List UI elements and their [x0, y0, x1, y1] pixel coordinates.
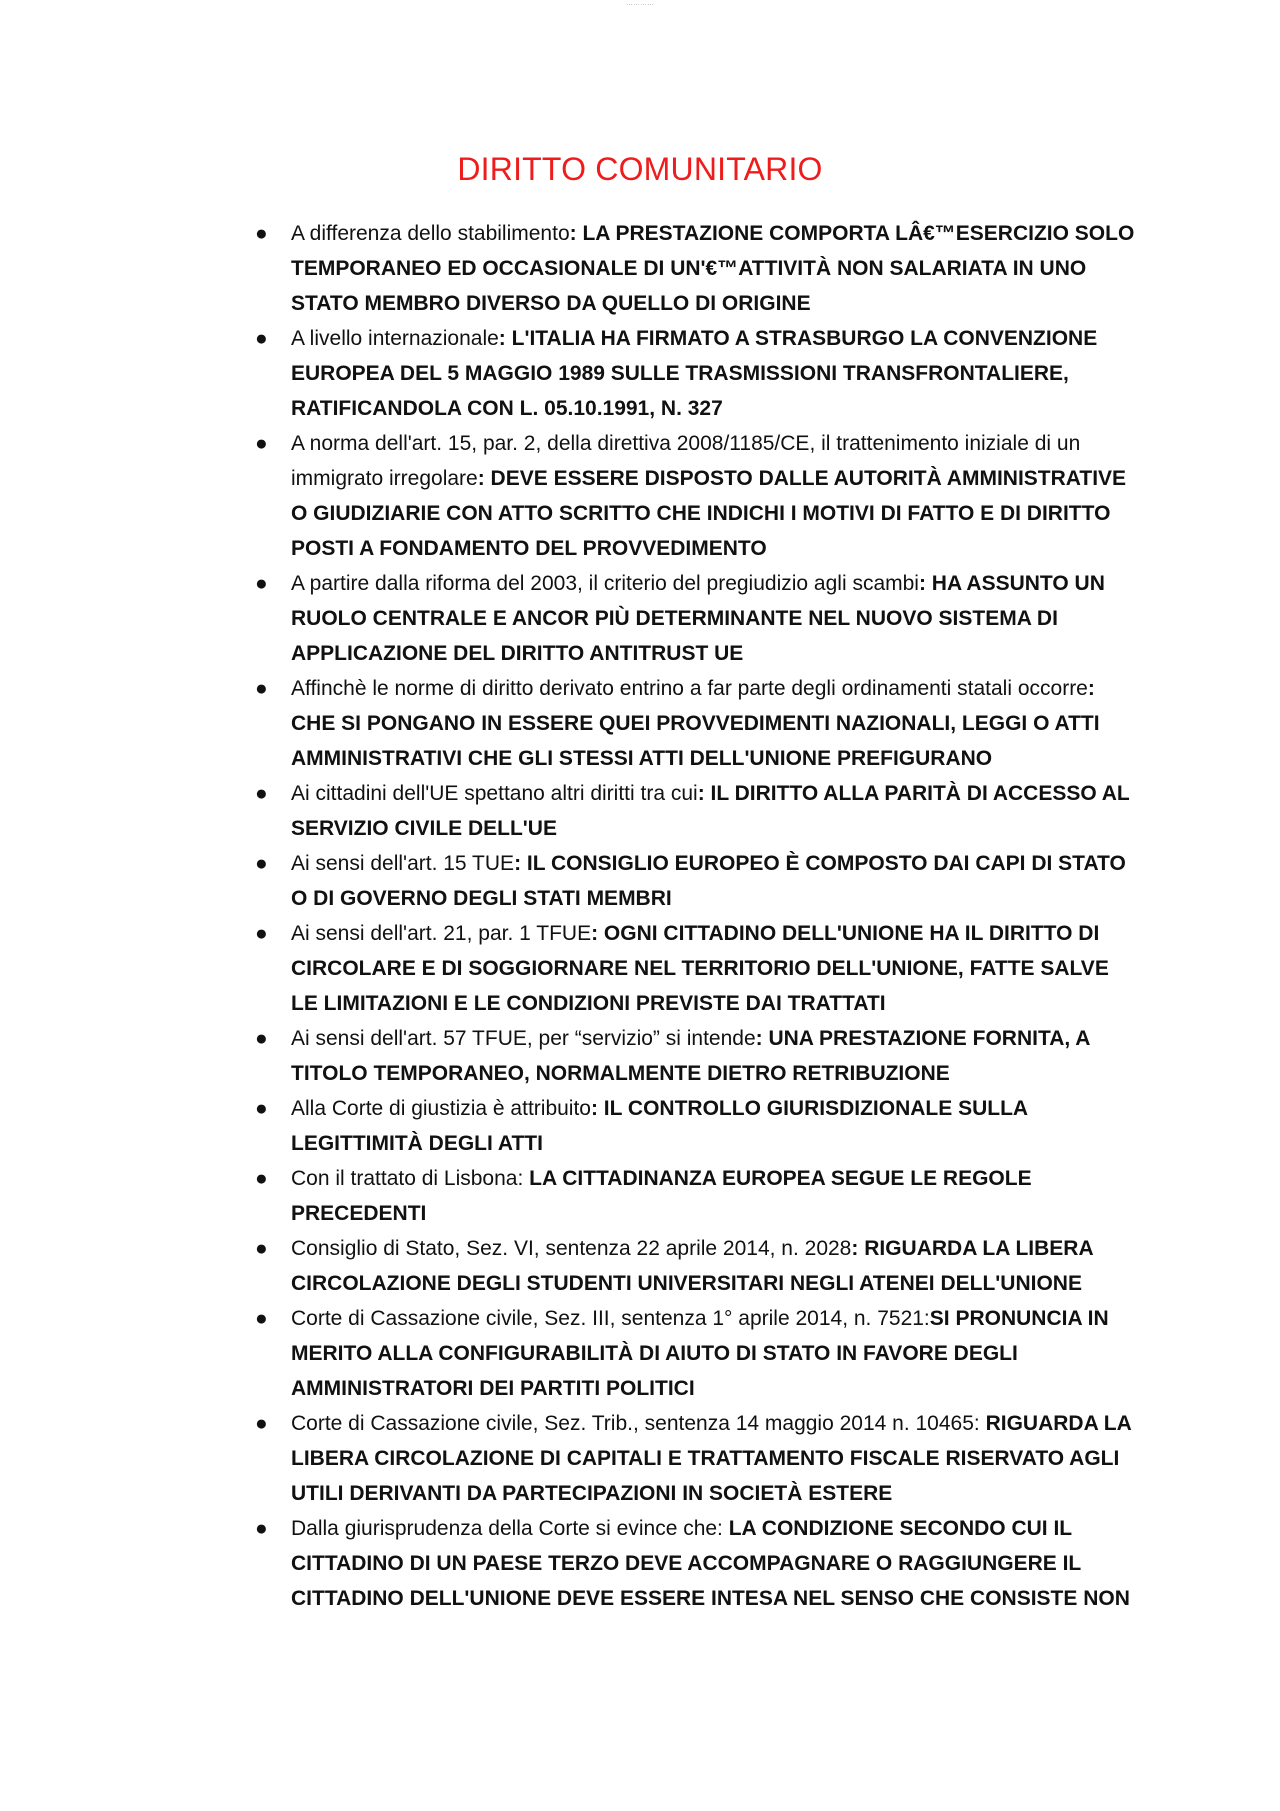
document-title: DIRITTO COMUNITARIO — [457, 151, 823, 187]
list-item — [0, 1091, 1136, 1161]
bullet-icon: ● — [255, 922, 268, 945]
bullet-icon: ● — [255, 1027, 268, 1050]
list-item — [0, 776, 1136, 846]
entry-answer: : OGNI CITTADINO DELL'UNIONE HA IL DIRITTO DI CIRCOLARE E DI SOGGIORNARE NEL TERRITORIO DELL'UNIONE, FATTE SALVE LE LIMITAZIONI E LE CONDIZIONI PREVISTE DAI TRATTATI — [291, 922, 1109, 1015]
bullet-icon: ● — [255, 677, 268, 700]
entry-list — [0, 216, 1280, 1616]
entry-answer: SI PRONUNCIA IN MERITO ALLA CONFIGURABILITÀ DI AIUTO DI STATO IN FAVORE DEGLI AMMINISTRATORI DEI PARTITI POLITICI — [291, 1307, 1109, 1400]
list-item — [0, 671, 1136, 776]
list-item — [0, 566, 1136, 671]
bullet-icon: ● — [255, 1237, 268, 1260]
entry-answer: : IL CONTROLLO GIURISDIZIONALE SULLA LEGITTIMITÀ DEGLI ATTI — [291, 1097, 1028, 1155]
entry-question: Corte di Cassazione civile, Sez. III, sentenza 1° aprile 2014, n. 7521: — [291, 1307, 930, 1330]
list-item — [0, 1406, 1136, 1511]
list-item — [0, 1301, 1136, 1406]
entry-answer: LA CONDIZIONE SECONDO CUI IL CITTADINO DI UN PAESE TERZO DEVE ACCOMPAGNARE O RAGGIUNGERE IL CITTADINO DELL'UNIONE DEVE ESSERE INTESA NEL SENSO CHE CONSISTE NON — [291, 1517, 1130, 1610]
bullet-icon: ● — [255, 222, 268, 245]
entry-answer: : LA PRESTAZIONE COMPORTA LÂ€™ESERCIZIO SOLO TEMPORANEO ED OCCASIONALE DI UN'€™ATTIVITÀ NON SALARIATA IN UNO STATO MEMBRO DIVERSO DA QUELLO DI ORIGINE — [291, 222, 1135, 315]
entry-question: Dalla giurisprudenza della Corte si evince che: — [291, 1517, 729, 1540]
bullet-icon: ● — [255, 782, 268, 805]
bullet-icon: ● — [255, 852, 268, 875]
entry-question: Ai cittadini dell'UE spettano altri diritti tra cui — [291, 782, 698, 805]
entry-question: Con il trattato di Lisbona: — [291, 1167, 530, 1190]
entry-question: Alla Corte di giustizia è attribuito — [291, 1097, 591, 1120]
entry-answer: : HA ASSUNTO UN RUOLO CENTRALE E ANCOR PIÙ DETERMINANTE NEL NUOVO SISTEMA DI APPLICAZIONE DEL DIRITTO ANTITRUST UE — [291, 572, 1105, 665]
list-item — [0, 1161, 1136, 1231]
list-item — [0, 426, 1136, 566]
list-item — [0, 916, 1136, 1021]
entry-question: Affinchè le norme di diritto derivato entrino a far parte degli ordinamenti statali occorre — [291, 677, 1088, 700]
entry-answer: : IL DIRITTO ALLA PARITÀ DI ACCESSO AL SERVIZIO CIVILE DELL'UE — [291, 782, 1130, 840]
list-item — [0, 216, 1136, 321]
list-item — [0, 321, 1136, 426]
bullet-icon: ● — [255, 327, 268, 350]
entry-question: Ai sensi dell'art. 15 TUE — [291, 852, 515, 875]
entry-answer: : CHE SI PONGANO IN ESSERE QUEI PROVVEDIMENTI NAZIONALI, LEGGI O ATTI AMMINISTRATIVI CHE GLI STESSI ATTI DELL'UNIONE PREFIGURANO — [291, 677, 1100, 770]
header-mark: ………… — [626, 0, 654, 7]
entry-answer: : L'ITALIA HA FIRMATO A STRASBURGO LA CONVENZIONE EUROPEA DEL 5 MAGGIO 1989 SULLE TRASMISSIONI TRANSFRONTALIERE, RATIFICANDOLA CON L. 05.10.1991, N. 327 — [291, 327, 1098, 420]
entry-question: Consiglio di Stato, Sez. VI, sentenza 22 aprile 2014, n. 2028 — [291, 1237, 852, 1260]
bullet-icon: ● — [255, 1167, 268, 1190]
entry-answer: LA CITTADINANZA EUROPEA SEGUE LE REGOLE PRECEDENTI — [291, 1167, 1032, 1225]
entry-question: A livello internazionale — [291, 327, 499, 350]
bullet-icon: ● — [255, 432, 268, 455]
list-item — [0, 1231, 1136, 1301]
entry-answer: : UNA PRESTAZIONE FORNITA, A TITOLO TEMPORANEO, NORMALMENTE DIETRO RETRIBUZIONE — [291, 1027, 1090, 1085]
entry-answer: : DEVE ESSERE DISPOSTO DALLE AUTORITÀ AMMINISTRATIVE O GIUDIZIARIE CON ATTO SCRITTO CHE INDICHI I MOTIVI DI FATTO E DI DIRITTO POSTI A FONDAMENTO DEL PROVVEDIMENTO — [291, 467, 1127, 560]
entry-question: A norma dell'art. 15, par. 2, della direttiva 2008/1185/CE, il trattenimento iniziale di un immigrato irregolare — [291, 432, 1081, 490]
list-item — [0, 846, 1136, 916]
entry-question: Corte di Cassazione civile, Sez. Trib., sentenza 14 maggio 2014 n. 10465: — [291, 1412, 986, 1435]
bullet-icon: ● — [255, 1307, 268, 1330]
entry-question: A differenza dello stabilimento — [291, 222, 570, 245]
entry-answer: : IL CONSIGLIO EUROPEO È COMPOSTO DAI CAPI DI STATO O DI GOVERNO DEGLI STATI MEMBRI — [291, 852, 1126, 910]
entry-answer: : RIGUARDA LA LIBERA CIRCOLAZIONE DEGLI STUDENTI UNIVERSITARI NEGLI ATENEI DELL'UNIONE — [291, 1237, 1093, 1295]
entry-question: Ai sensi dell'art. 21, par. 1 TFUE — [291, 922, 592, 945]
entry-question: A partire dalla riforma del 2003, il criterio del pregiudizio agli scambi — [291, 572, 919, 595]
bullet-icon: ● — [255, 1097, 268, 1120]
entry-answer: RIGUARDA LA LIBERA CIRCOLAZIONE DI CAPITALI E TRATTAMENTO FISCALE RISERVATO AGLI UTILI DERIVANTI DA PARTECIPAZIONI IN SOCIETÀ ESTERE — [291, 1412, 1132, 1505]
list-item — [0, 1511, 1136, 1616]
list-item — [0, 1021, 1136, 1091]
bullet-icon: ● — [255, 1517, 268, 1540]
entry-question: Ai sensi dell'art. 57 TFUE, per “servizio” si intende — [291, 1027, 756, 1050]
bullet-icon: ● — [255, 572, 268, 595]
bullet-icon: ● — [255, 1412, 268, 1435]
